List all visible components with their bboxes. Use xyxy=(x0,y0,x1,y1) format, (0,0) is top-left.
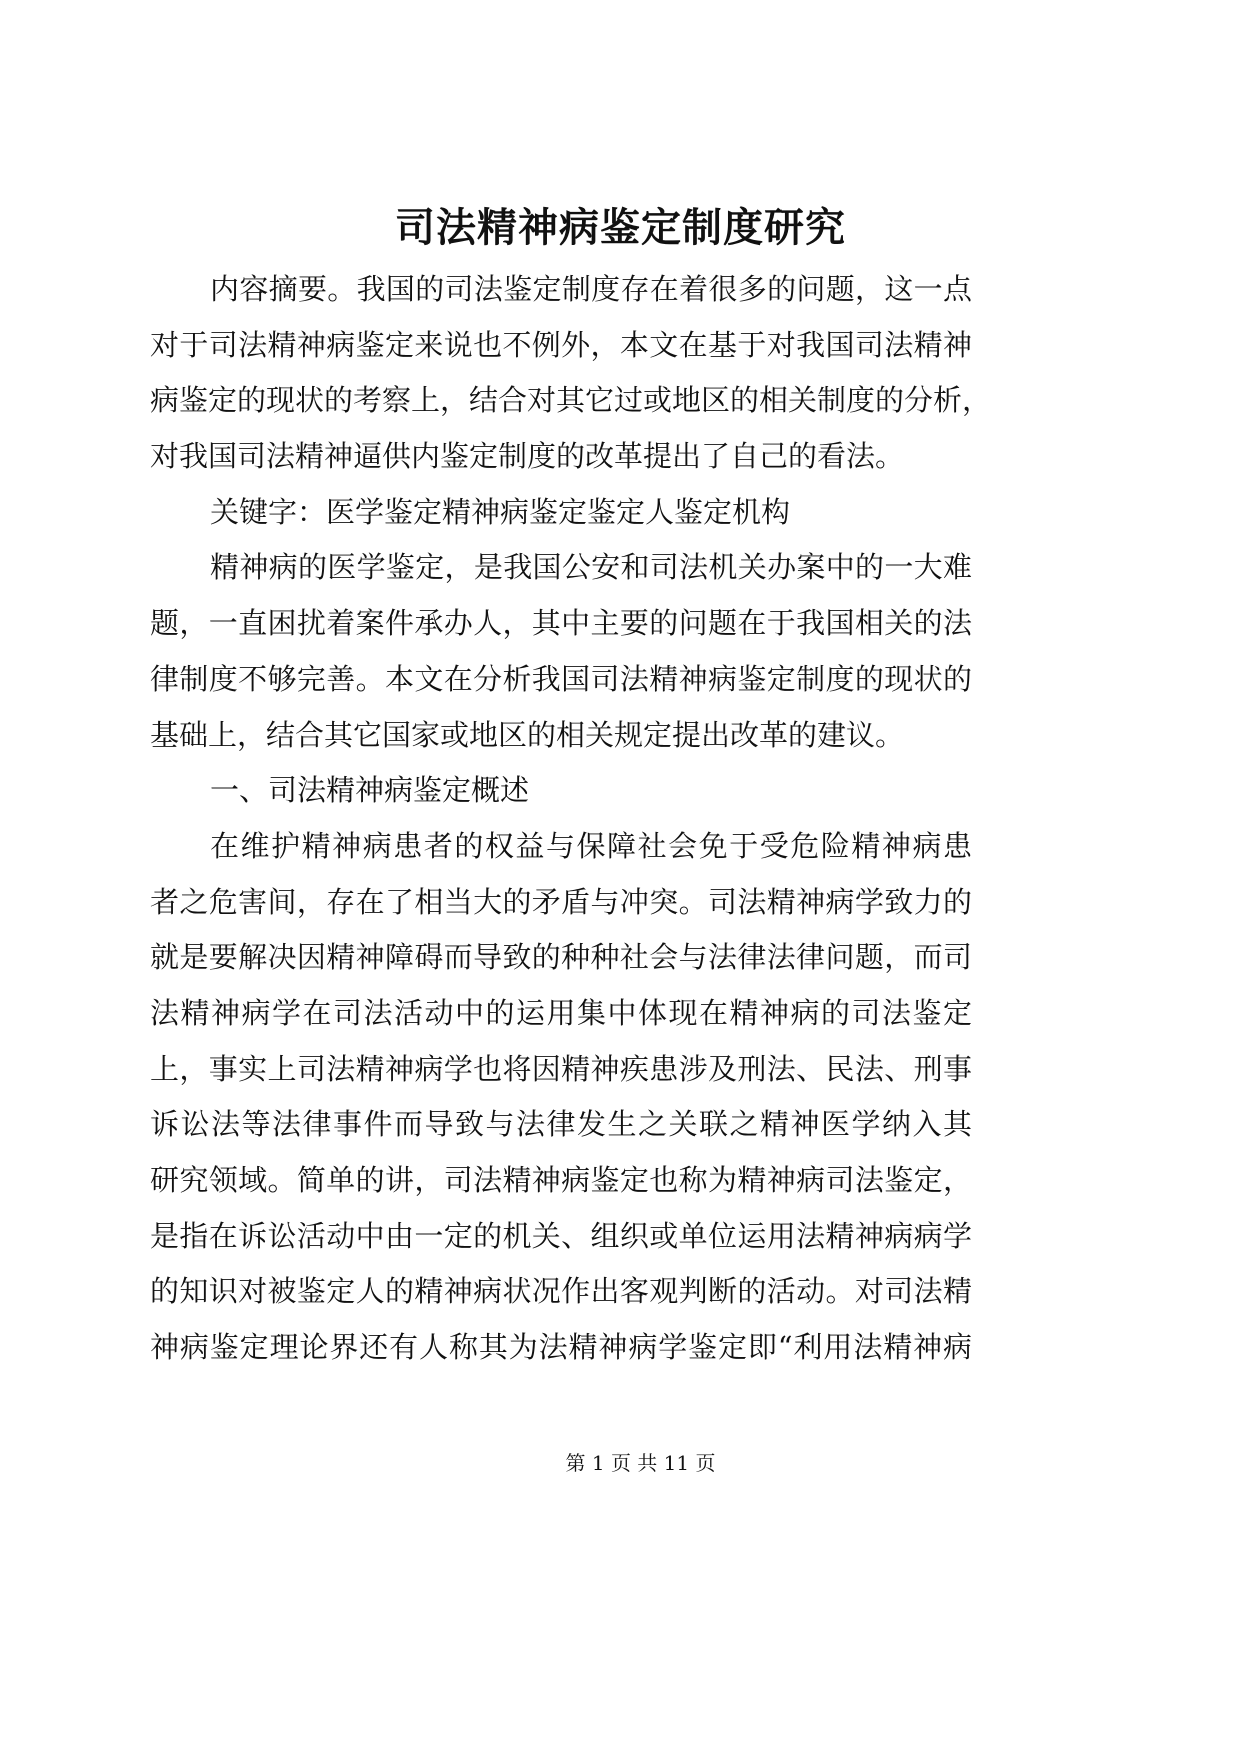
text-line: 上，事实上司法精神病学也将因精神疾患涉及刑法、民法、刑事 xyxy=(150,1051,972,1086)
text-line: 研究领域。简单的讲，司法精神病鉴定也称为精神病司法鉴定， xyxy=(150,1163,972,1197)
text-line: 法精神病学在司法活动中的运用集中体现在精神病的司法鉴定 xyxy=(150,995,972,1030)
section-heading: 一、司法精神病鉴定概述 xyxy=(210,773,530,808)
document-title: 司法精神病鉴定制度研究 xyxy=(395,204,846,251)
text-line: 内容摘要。我国的司法鉴定制度存在着很多的问题，这一点 xyxy=(210,272,972,306)
page-footer: 第 1 页 共 11 页 xyxy=(565,1451,716,1475)
text-line: 诉讼法等法律事件而导致与法律发生之关联之精神医学纳入其 xyxy=(150,1107,972,1142)
text-line: 是指在诉讼活动中由一定的机关、组织或单位运用法精神病病学 xyxy=(150,1218,972,1253)
text-line: 对于司法精神病鉴定来说也不例外，本文在基于对我国司法精神 xyxy=(150,327,972,362)
text-line: 病鉴定的现状的考察上，结合对其它过或地区的相关制度的分析， xyxy=(150,383,992,418)
document-body xyxy=(150,262,992,1376)
text-line: 就是要解决因精神障碍而导致的种种社会与法律法律问题，而司 xyxy=(150,940,972,975)
text-line: 的知识对被鉴定人的精神病状况作出客观判断的活动。对司法精 xyxy=(150,1274,972,1309)
text-line: 者之危害间，存在了相当大的矛盾与冲突。司法精神病学致力的 xyxy=(150,884,972,919)
keywords-line: 关键字：医学鉴定精神病鉴定鉴定人鉴定机构 xyxy=(210,494,791,529)
text-line: 神病鉴定理论界还有人称其为法精神病学鉴定即“利用法精神病 xyxy=(150,1330,972,1365)
text-line: 基础上，结合其它国家或地区的相关规定提出改革的建议。 xyxy=(150,717,905,752)
text-line: 律制度不够完善。本文在分析我国司法精神病鉴定制度的现状的 xyxy=(150,661,972,696)
text-line: 在维护精神病患者的权益与保障社会免于受危险精神病患 xyxy=(210,828,972,863)
text-line: 对我国司法精神逼供内鉴定制度的改革提出了自己的看法。 xyxy=(150,439,905,474)
text-line: 题，一直困扰着案件承办人，其中主要的问题在于我国相关的法 xyxy=(150,606,972,641)
text-line: 精神病的医学鉴定，是我国公安和司法机关办案中的一大难 xyxy=(210,550,972,585)
